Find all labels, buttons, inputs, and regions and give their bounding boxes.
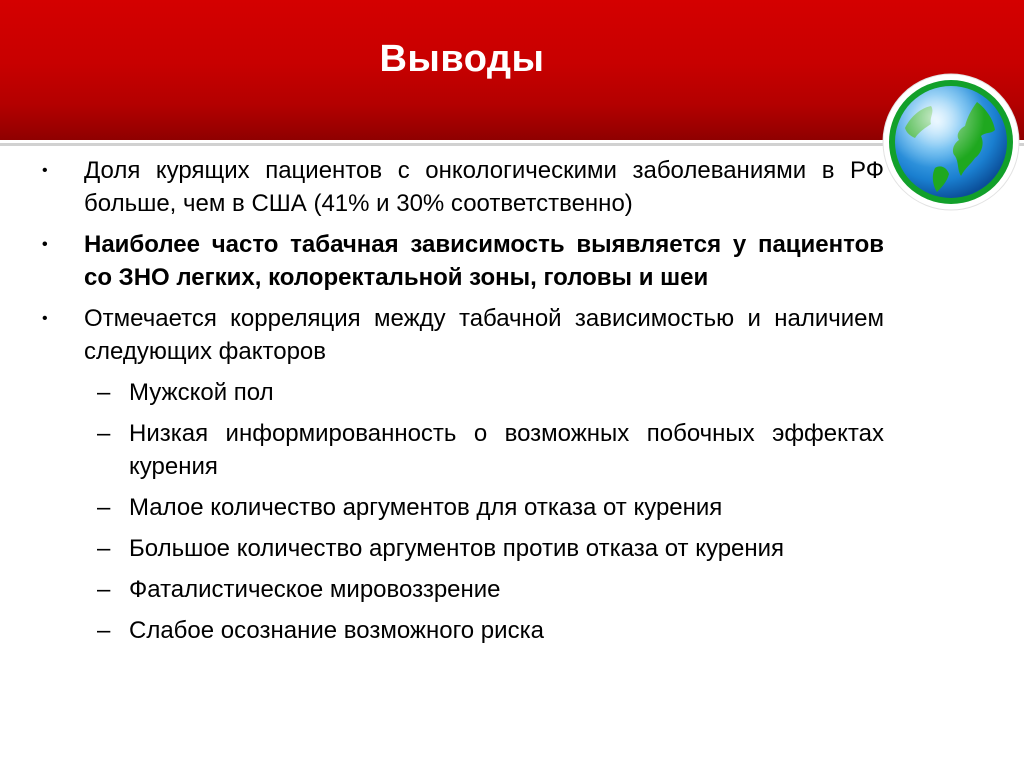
sub-bullet-item xyxy=(40,491,884,524)
sub-bullet-item xyxy=(40,417,884,483)
dash-marker: – xyxy=(97,379,111,406)
sub-bullet-text: Большое количество аргументов против отказа от курения xyxy=(129,535,785,562)
bullet-text: Отмечается корреляция между табачной зависимостью и наличием следующих факторов xyxy=(84,305,884,365)
bullet-text: Наиболее часто табачная зависимость выявляется у пациентов со ЗНО легких, колоректальной зоны, головы и шеи xyxy=(84,231,884,291)
bullet-item xyxy=(40,154,884,220)
sub-bullet-text: Малое количество аргументов для отказа от курения xyxy=(129,494,723,521)
bullet-marker: • xyxy=(42,236,48,253)
bullet-marker: • xyxy=(42,162,48,179)
sub-bullet-text: Фаталистическое мировоззрение xyxy=(129,576,501,603)
bullet-item xyxy=(40,302,884,368)
sub-bullet-item xyxy=(40,573,884,606)
sub-bullet-item xyxy=(40,532,884,565)
bullet-marker: • xyxy=(42,310,48,327)
sub-bullet-text: Мужской пол xyxy=(129,379,274,406)
dash-marker: – xyxy=(97,420,111,447)
slide-title: Выводы xyxy=(379,38,545,80)
dash-marker: – xyxy=(97,535,111,562)
dash-marker: – xyxy=(97,617,111,644)
bullet-text: Доля курящих пациентов с онкологическими заболеваниями в РФ больше, чем в США (41% и 30% соответственно) xyxy=(84,157,884,217)
sub-bullet-text: Низкая информированность о возможных побочных эффектах курения xyxy=(129,420,884,480)
title-bar xyxy=(0,0,1024,140)
bullet-item xyxy=(40,228,884,294)
globe-icon xyxy=(881,72,1021,212)
dash-marker: – xyxy=(97,494,111,521)
sub-bullet-item xyxy=(40,376,884,409)
dash-marker: – xyxy=(97,576,111,603)
content-body xyxy=(40,154,884,655)
header-divider xyxy=(0,143,1024,146)
sub-bullet-text: Слабое осознание возможного риска xyxy=(129,617,544,644)
sub-bullet-item xyxy=(40,614,884,647)
